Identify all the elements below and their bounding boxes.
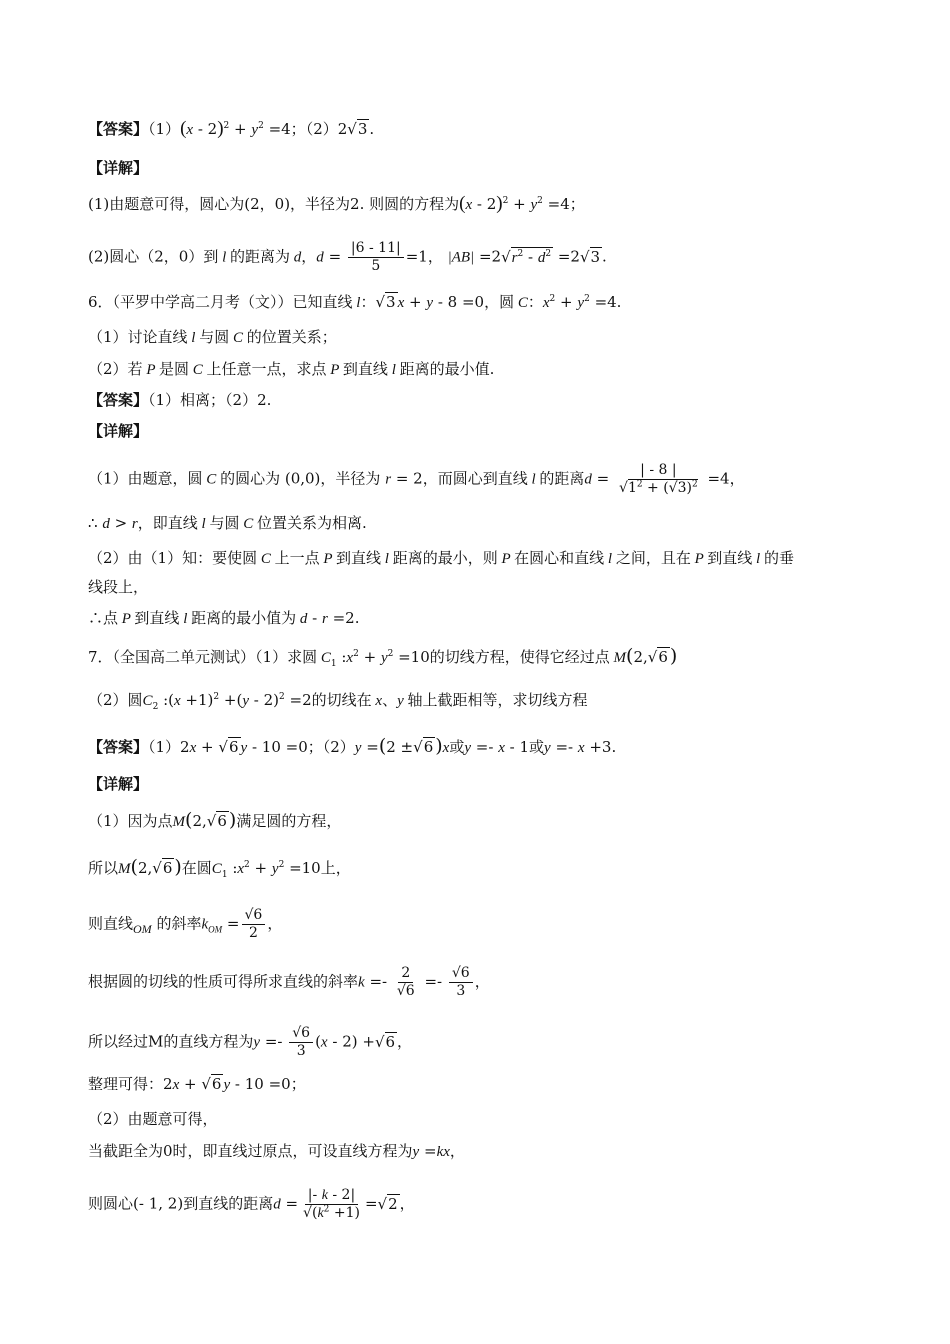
detail-7-line-5: 所以经过M的直线方程为y =- $\frac{√6}{3}$ (x - 2) +√6 ，: [88, 1025, 413, 1059]
distance-fraction: $\frac{| - 8 |}{√1^2 + (√3)^2}$: [619, 462, 698, 496]
detail-7-line-2: 所以M(2,√6 )在圆$C_1$ $:x^2 + y^2 =10$上，: [88, 856, 351, 880]
problem-6-part-2: （2）若 P 是圆 C 上任意一点，求点 P 到直线 l 距离的最小值.: [88, 360, 495, 378]
answer-line-6: 【答案】（1）相离；（2）2.: [88, 391, 272, 409]
detail-6-line-4: 线段上，: [88, 578, 149, 596]
detail-tag: 【详解】: [88, 775, 149, 793]
detail-6-line-3: （2）由（1）知：要使圆 C 上一点 P 到直线 l 距离的最小，则 P 在圆心和直线 l 之间，且在 P 到直线 l 的垂: [88, 549, 794, 567]
slope-fraction: $\frac{√6}{2}$: [242, 907, 266, 942]
detail-line-2: (2)圆心（2，0）到 l 的距离为 d，d = $\frac{|6 - 11|}{5}$ =1， $|AB| =2√r^2 - d^2 =2√3$ .: [88, 240, 607, 274]
detail-6-line-1: （1）由题意，圆 C 的圆心为 (0,0)，半径为 r = 2，而圆心到直线 l 的距离d = $\frac{| - 8 |}{√1^2 + (√3)^2}$ =4，: [88, 462, 745, 496]
detail-7-line-4: 根据圆的切线的性质可得所求直线的斜率k =- $\frac{2}{√6}$ =- $\frac{√6}{3}$ ，: [88, 965, 490, 999]
detail-line-1: (1)由题意可得，圆心为(2，0)，半径为2. 则圆的方程为$(x - 2)^2 + y^2 =4$；: [88, 193, 585, 214]
detail-tag: 【详解】: [88, 422, 149, 440]
answer-tag: 【答案】: [88, 120, 149, 138]
detail-7-line-6: 整理可得：2x + √6 y - 10 =0；: [88, 1075, 306, 1093]
detail-7-line-1: （1）因为点M(2,√6 )满足圆的方程，: [88, 809, 342, 831]
problem-6: 6．（平罗中学高二月考（文））已知直线 l：√3 x + y - 8 =0，圆 C：$x^2 + y^2 =4$.: [88, 293, 622, 311]
problem-7-part-2: （2）圆$C_2$ :(x +1)$^2$ +(y - 2)$^2$ =2的切线在 x、y 轴上截距相等，求切线方程: [88, 691, 588, 712]
detail-7-line-7: （2）由题意可得，: [88, 1110, 218, 1128]
distance-fraction: $\frac{|6 - 11|}{5}$: [348, 240, 404, 275]
detail-7-line-3: 则直线$_{OM}$ 的斜率$k_{OM}$ = $\frac{√6}{2}$ ，: [88, 907, 283, 941]
problem-7: 7．（全国高二单元测试）（1）求圆 $C_1$ $:x^2 + y^2 =10$的切线方程，使得它经过点 M(2,√6 ): [88, 645, 678, 669]
answer-line-5: 【答案】$(1)(x - 2)^2 + y^2 =4$；（2）2√3 .: [88, 118, 375, 139]
detail-6-line-5: ∴点 P 到直线 l 距离的最小值为 d - r =2.: [88, 609, 360, 627]
detail-7-line-9: 则圆心(- 1, 2)到直线的距离d = $\frac{|- k - 2|}{√(k^2 +1)}$ =√2 ，: [88, 1187, 415, 1221]
detail-tag: 【详解】: [88, 159, 149, 177]
detail-6-line-2: ∴ d > r，即直线 l 与圆 C 位置关系为相离.: [88, 514, 367, 532]
detail-7-line-8: 当截距全为0时，即直线过原点，可设直线方程为y =kx，: [88, 1142, 465, 1160]
answer-line-7: 【答案】（1）2x + √6 y - 10 =0；（2）y =(2 ±√6 )x或y =- x - 1或y =- x +3.: [88, 735, 617, 757]
problem-6-part-1: （1）讨论直线 l 与圆 C 的位置关系；: [88, 328, 337, 346]
